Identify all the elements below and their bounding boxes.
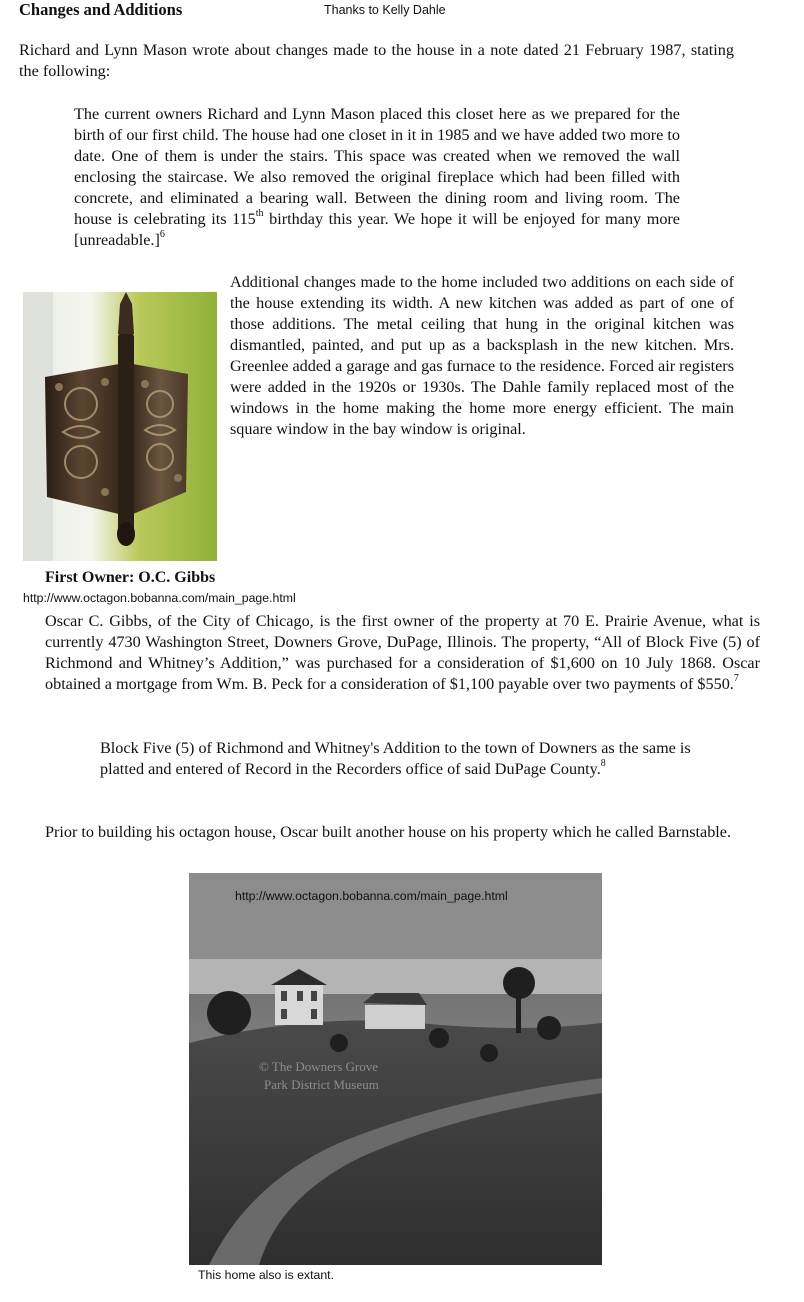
quote-text-before: The current owners Richard and Lynn Mason placed this closet here as we prepared for the birth of our first child. The house had one closet in it in 1985 and we have added two more to date. One of them is under the stairs. This space was created when we removed the wall enclosing the staircase. We also removed the original fireplace which had been filled with concrete, and eliminated a bearing wall. Between the dining room and living room. The house is celebrating its 115 xyxy=(74,105,680,228)
owner-text: Oscar C. Gibbs, of the City of Chicago, is the first owner of the property at 70 E. Prairie Avenue, what is currently 4730 Washington Street, Downers Grove, DuPage, Illinois. The property, “All of Block Five (5) of Richmond and Whitney’s Addition,” was purchased for a consideration of $1,600 on 10 July 1868. Oscar obtained a mortgage from Wm. B. Peck for a consideration of $1,100 payable over two payments of $550. xyxy=(45,612,760,693)
additional-changes-paragraph: Additional changes made to the home included two additions on each side of the house extending its width. A new kitchen was added as part of one of those additions. The metal ceiling that hung in the original kitchen was dismantled, painted, and put up as a backsplash in the new kitchen. Mrs. Greenlee added a garage and gas furnace to the residence. Forced air registers were added in the 1920s or 1930s. The Dahle family replaced most of the windows in the home making the home more energy efficient. The main square window in the bay window is original. xyxy=(230,273,734,438)
quote-superscript: th xyxy=(255,207,264,219)
deed-text: Block Five (5) of Richmond and Whitney's Addition to the town of Downers as the same is platted and entered of Record in the Recorders office of said DuPage County. xyxy=(100,739,691,778)
deed-quote xyxy=(100,738,706,780)
credit-line: Thanks to Kelly Dahle xyxy=(324,3,446,17)
first-owner-heading: First Owner: O.C. Gibbs xyxy=(45,569,216,586)
photo-caption: This home also is extant. xyxy=(198,1268,335,1282)
watermark-line1: © The Downers Grove xyxy=(259,1059,379,1074)
mason-quote xyxy=(74,104,680,251)
owner-source-url: http://www.octagon.bobanna.com/main_page.html xyxy=(23,591,296,605)
barnstable-paragraph: Prior to building his octagon house, Oscar built another house on his property which he called Barnstable. xyxy=(45,823,732,841)
footnote-8: 8 xyxy=(600,757,606,769)
footnote-7: 7 xyxy=(733,672,739,684)
footnote-6: 6 xyxy=(159,228,165,240)
section-title: Changes and Additions xyxy=(19,0,183,19)
intro-paragraph: Richard and Lynn Mason wrote about changes made to the house in a note dated 21 February 1987, stating the following: xyxy=(19,41,734,80)
hinge-photo xyxy=(23,292,217,561)
barnstable-house-photo xyxy=(189,873,602,1265)
photo-source-url: http://www.octagon.bobanna.com/main_page.html xyxy=(235,889,508,903)
first-owner-paragraph xyxy=(45,611,760,695)
quote-text-after: birthday this year. We hope it will be enjoyed for many more [unreadable.] xyxy=(74,210,680,249)
watermark-line2: Park District Museum xyxy=(264,1077,379,1092)
